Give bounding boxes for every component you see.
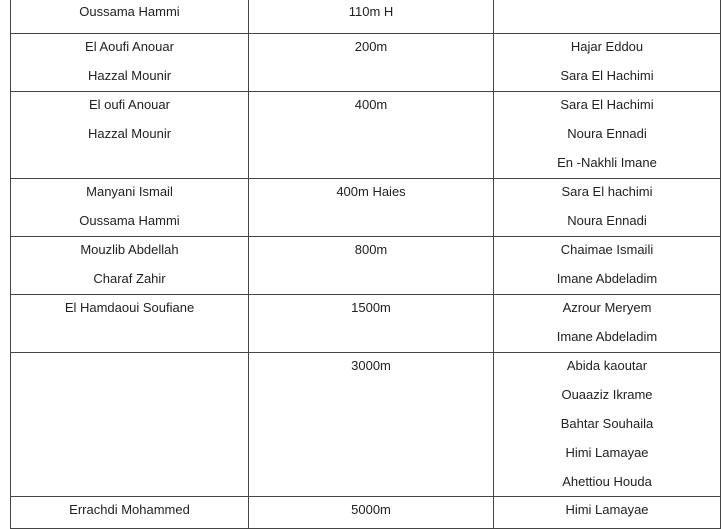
table-row <box>11 0 721 34</box>
men-cell <box>11 34 249 92</box>
athlete-name: Chaimae Ismaili <box>560 242 654 257</box>
athlete-name: Hazzal Mounir <box>87 126 172 141</box>
women-cell <box>494 34 721 92</box>
men-cell <box>11 497 249 529</box>
results-table-body <box>11 0 721 529</box>
athlete-name: Hajar Eddou <box>570 39 644 54</box>
event-name: 400m <box>354 97 388 112</box>
men-cell <box>11 237 249 295</box>
athlete-name: El Hamdaoui Soufiane <box>64 300 195 315</box>
table-row <box>11 34 721 92</box>
men-cell <box>11 0 249 34</box>
women-cell <box>494 497 721 529</box>
event-cell <box>249 92 494 179</box>
athlete-name: Noura Ennadi <box>567 213 647 228</box>
athlete-name: El oufi Anouar <box>89 97 170 112</box>
table-row <box>11 92 721 179</box>
table-row <box>11 237 721 295</box>
athlete-name: Hazzal Mounir <box>87 68 172 83</box>
athlete-name: Himi Lamayae <box>565 445 649 460</box>
women-cell <box>494 92 721 179</box>
event-cell <box>249 0 494 34</box>
men-cell <box>11 353 249 497</box>
men-cell <box>11 295 249 353</box>
results-table <box>10 0 721 529</box>
women-cell <box>494 237 721 295</box>
women-cell <box>494 179 721 237</box>
athlete-name: Oussama Hammi <box>79 213 180 228</box>
event-cell <box>249 34 494 92</box>
athlete-name: Ahettiou Houda <box>562 474 652 489</box>
event-name: 5000m <box>351 502 391 517</box>
women-cell <box>494 0 721 34</box>
athlete-name: Noura Ennadi <box>567 126 647 141</box>
athlete-name: Sara El Hachimi <box>560 97 654 112</box>
athlete-name: Charaf Zahir <box>93 271 166 286</box>
athlete-name: Mouzlib Abdellah <box>80 242 179 257</box>
athlete-name: Sara El Hachimi <box>560 68 654 83</box>
athlete-name: Abida kaoutar <box>566 358 648 373</box>
event-name: 3000m <box>351 358 391 373</box>
men-cell <box>11 92 249 179</box>
athlete-name: Oussama Hammi <box>79 4 180 19</box>
athlete-name: Imane Abdeladim <box>556 329 658 344</box>
event-name: 110m H <box>348 4 394 19</box>
men-cell <box>11 179 249 237</box>
table-row <box>11 497 721 529</box>
athlete-name: Azrour Meryem <box>562 300 652 315</box>
event-cell <box>249 237 494 295</box>
event-name: 200m <box>354 39 388 54</box>
athlete-name: Sara El hachimi <box>561 184 653 199</box>
athlete-name: En -Nakhli Imane <box>557 155 657 170</box>
event-name: 400m Haies <box>336 184 406 199</box>
athlete-name: Himi Lamayae <box>565 502 649 517</box>
athlete-name: El Aoufi Anouar <box>85 39 174 54</box>
event-cell <box>249 353 494 497</box>
athlete-name: Imane Abdeladim <box>556 271 658 286</box>
women-cell <box>494 295 721 353</box>
athlete-name: Ouaaziz Ikrame <box>561 387 653 402</box>
athlete-name: Bahtar Souhaila <box>560 416 654 431</box>
table-row <box>11 353 721 497</box>
event-name: 1500m <box>351 300 391 315</box>
table-row <box>11 295 721 353</box>
event-name: 800m <box>354 242 388 257</box>
event-cell <box>249 497 494 529</box>
event-cell <box>249 295 494 353</box>
athlete-name: Manyani Ismail <box>86 184 173 199</box>
athlete-name: Errachdi Mohammed <box>69 502 190 517</box>
women-cell <box>494 353 721 497</box>
event-cell <box>249 179 494 237</box>
table-row <box>11 179 721 237</box>
